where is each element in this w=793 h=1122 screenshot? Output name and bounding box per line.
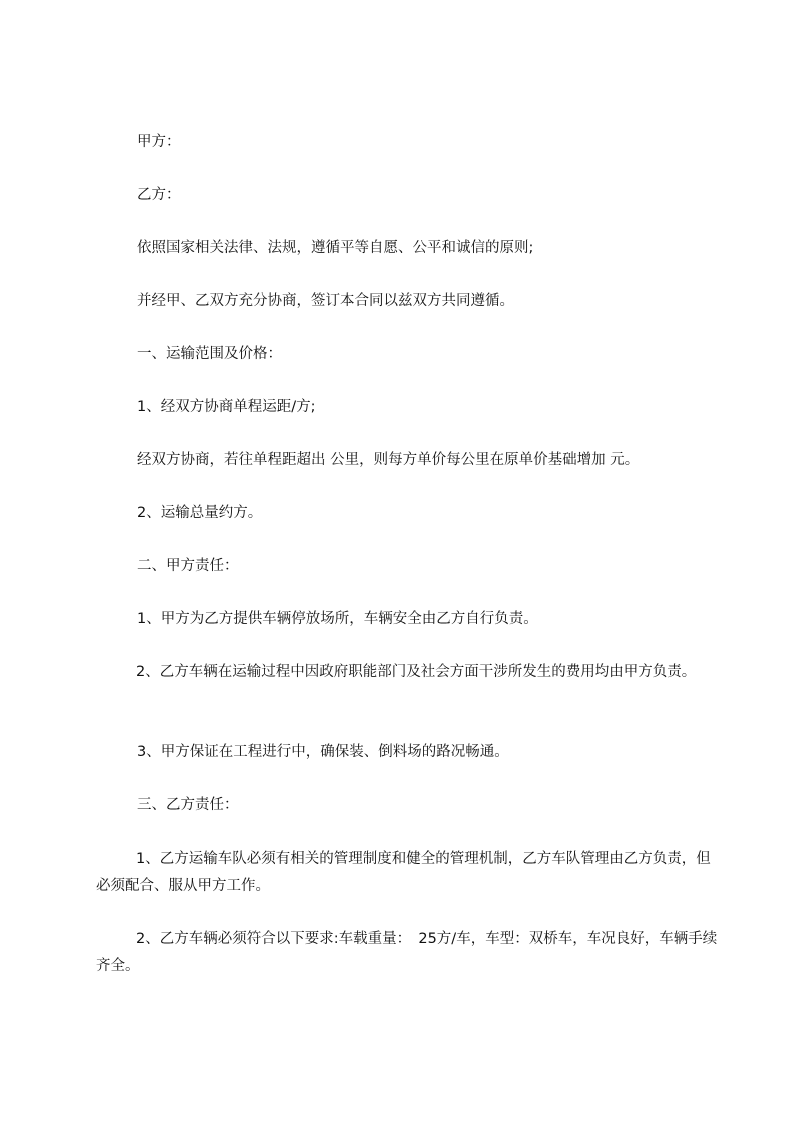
clause-3-1: 1、乙方运输车队必须有相关的管理制度和健全的管理机制，乙方车队管理由乙方负责，但必须配合、服从甲方工作。	[96, 851, 711, 894]
clause-3-2: 2、乙方车辆必须符合以下要求:车载重量： 25方/车，车型：双桥车，车况良好，车辆手续齐全。	[96, 931, 718, 974]
section-heading-3: 三、乙方责任：	[137, 797, 239, 813]
clause-2-3: 3、甲方保证在工程进行中，确保装、倒料场的路况畅通。	[137, 744, 509, 760]
preamble-paragraph: 依照国家相关法律、法规，遵循平等自愿、公平和诚信的原则;	[137, 240, 534, 256]
clause-2-1: 1、甲方为乙方提供车辆停放场所，车辆安全由乙方自行负责。	[137, 611, 538, 627]
party-b-line: 乙方：	[137, 187, 181, 203]
section-heading-2: 二、甲方责任：	[137, 558, 239, 574]
clause-1-1-detail: 经双方协商，若往单程距超出 公里，则每方单价每公里在原单价基础增加 元。	[137, 452, 640, 468]
agreement-paragraph: 并经甲、乙双方充分协商，签订本合同以兹双方共同遵循。	[137, 293, 514, 309]
clause-1-2: 2、运输总量约方。	[137, 505, 263, 521]
clause-2-2: 2、乙方车辆在运输过程中因政府职能部门及社会方面干涉所发生的费用均由甲方负责。	[136, 664, 697, 680]
clause-1-1: 1、经双方协商单程运距/方;	[137, 399, 316, 415]
party-a-line: 甲方：	[137, 134, 181, 150]
section-heading-1: 一、运输范围及价格：	[137, 346, 282, 362]
